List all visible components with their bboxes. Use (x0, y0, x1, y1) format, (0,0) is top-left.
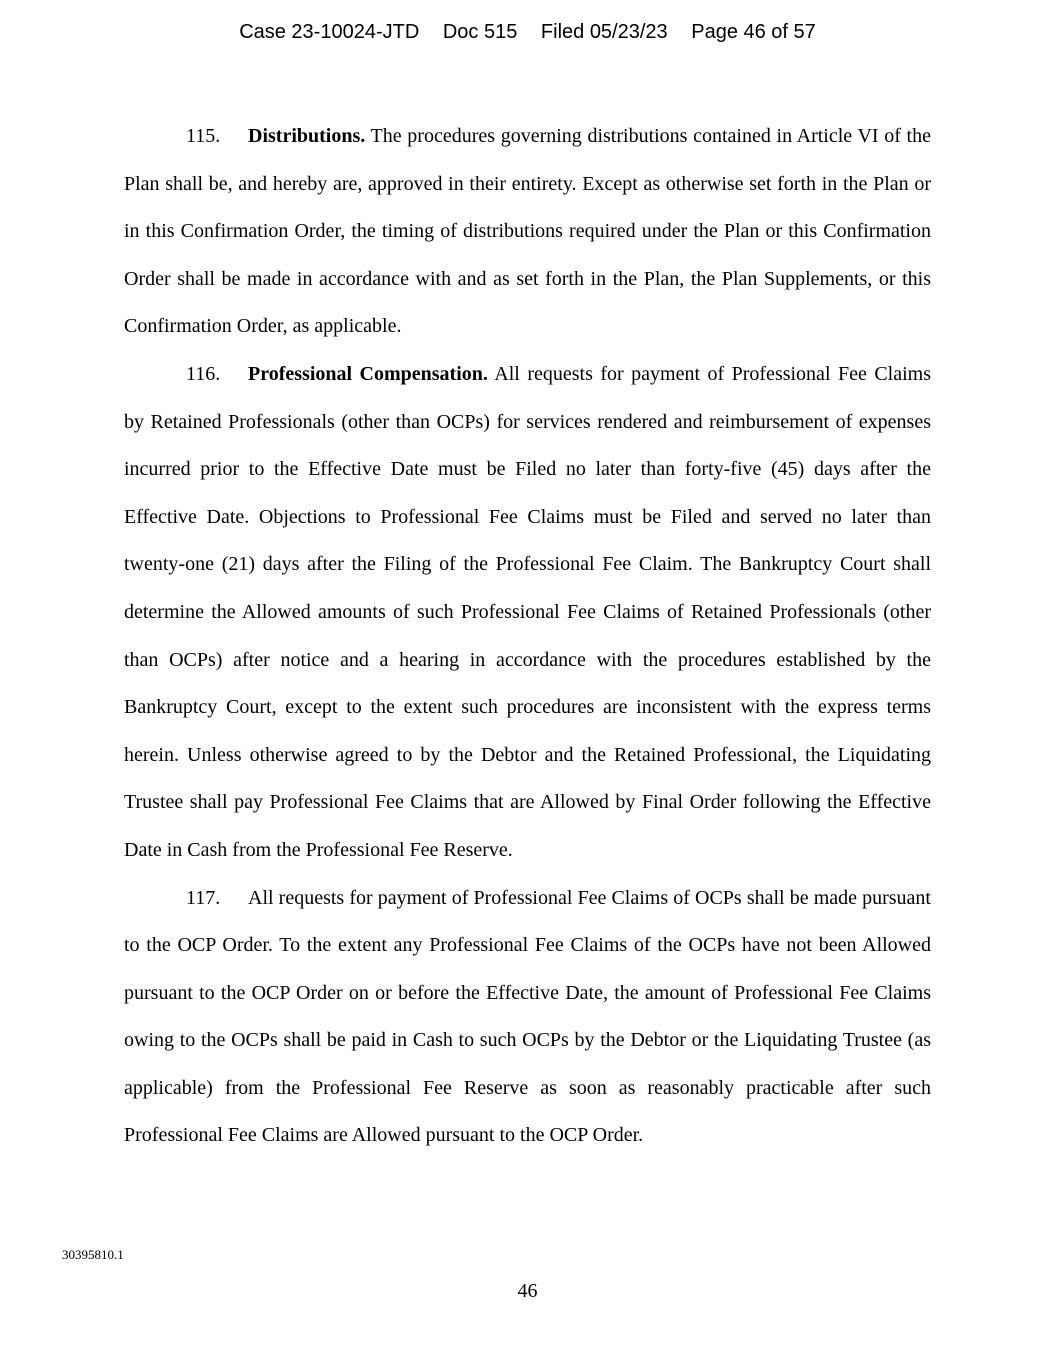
page-number: 46 (517, 1280, 538, 1302)
paragraph-text: All requests for payment of Professional Fee Claims of OCPs shall be made pursuant to the OCP Order. To the extent any Professional Fee Claims of the OCPs have not been Allowed pursuant to the OCP Order on or before the Effective Date, the amount of Professional Fee Claims owing to the OCPs shall be paid in Cash to such OCPs by the Debtor or the Liquidating Trustee (as applicable) from the Professional Fee Reserve as soon as reasonably practicable after such Professional Fee Claims are Allowed pursuant to the OCP Order. (124, 886, 931, 1147)
paragraph-117 (124, 875, 931, 1161)
paragraph-115 (124, 113, 931, 351)
paragraph-heading: Distributions. (248, 125, 366, 147)
document-id: 30395810.1 (62, 1247, 124, 1262)
case-header (0, 20, 1055, 44)
filed-date: Filed 05/23/23 (540, 21, 668, 43)
paragraph-number: 115. (186, 125, 221, 147)
document-body (124, 113, 931, 1160)
doc-number: Doc 515 (442, 21, 518, 43)
paragraph-text: The procedures governing distributions contained in Article VI of the Plan shall be, and hereby are, approved in their entirety. Except as otherwise set forth in the Plan or in this Confirmation Order, the timing of distributions required under the Plan or this Confirmation Order shall be made in accordance with and as set forth in the Plan, the Plan Supplements, or this Confirmation Order, as applicable. (124, 125, 931, 338)
paragraph-number: 117. (186, 886, 221, 909)
page-count: Page 46 of 57 (691, 21, 816, 43)
paragraph-text: All requests for payment of Professional Fee Claims by Retained Professionals (other than OCPs) for services rendered and reimbursement of expenses incurred prior to the Effective Date must be Filed no later than forty-five (45) days after the Effective Date. Objections to Professional Fee Claims must be Filed and served no later than twenty-one (21) days after the Filing of the Professional Fee Claim. The Bankruptcy Court shall determine the Allowed amounts of such Professional Fee Claims of Retained Professionals (other than OCPs) after notice and a hearing in accordance with the procedures established by the Bankruptcy Court, except to the extent such procedures are inconsistent with the express terms herein. Unless otherwise agreed to by the Debtor and the Retained Professional, the Liquidating Trustee shall pay Professional Fee Claims that are Allowed by Final Order following the Effective Date in Cash from the Professional Fee Reserve. (124, 362, 932, 861)
case-number: Case 23-10024-JTD (239, 21, 420, 43)
paragraph-number: 116. (186, 362, 221, 385)
paragraph-heading: Professional Compensation. (248, 362, 488, 385)
paragraph-116 (124, 351, 931, 875)
